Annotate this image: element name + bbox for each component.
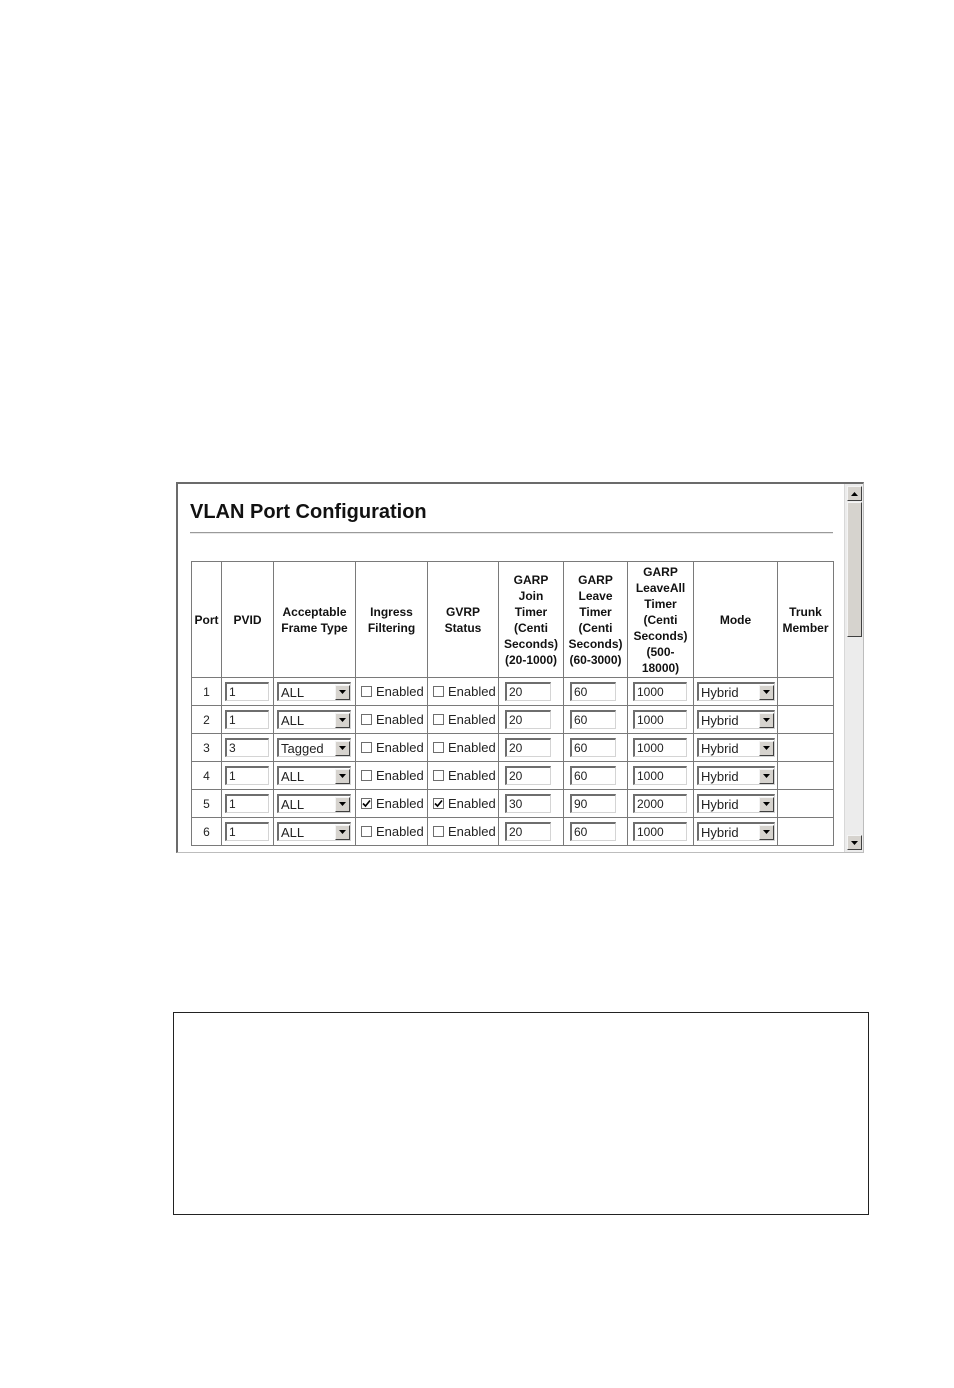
leaveall-timer-cell	[628, 734, 694, 762]
ingress-cell	[356, 818, 428, 846]
join-timer-cell	[499, 818, 564, 846]
table-header-row	[192, 562, 834, 678]
gvrp-status-checkbox[interactable]	[433, 740, 496, 755]
select-value: Hybrid	[701, 740, 739, 756]
ingress-cell	[356, 762, 428, 790]
header-line: Port	[194, 612, 219, 627]
header-line: Trunk	[789, 604, 822, 619]
checkbox-label: Enabled	[448, 739, 496, 755]
leaveall-timer-cell	[628, 706, 694, 734]
header-line: 18000)	[641, 660, 680, 675]
vertical-scrollbar[interactable]	[844, 484, 863, 852]
gvrp-status-checkbox[interactable]	[433, 684, 496, 699]
header-line: (20-1000)	[504, 652, 558, 667]
checkbox-label: Enabled	[376, 711, 424, 727]
header-line: Seconds)	[503, 636, 558, 651]
ingress-filtering-checkbox[interactable]	[361, 712, 424, 727]
select-value: Hybrid	[701, 796, 739, 812]
trunk-member-cell	[778, 790, 834, 818]
header-line: (500-	[646, 644, 675, 659]
port-cell	[192, 678, 222, 706]
header-line: Status	[444, 620, 482, 635]
frame-type-cell	[274, 790, 356, 818]
checkbox-label: Enabled	[448, 823, 496, 839]
gvrp-cell	[428, 706, 499, 734]
chevron-down-icon[interactable]	[335, 797, 350, 812]
gvrp-status-checkbox[interactable]	[433, 824, 496, 839]
checkbox-unchecked[interactable]	[361, 714, 372, 725]
gvrp-cell	[428, 818, 499, 846]
port-cell	[192, 706, 222, 734]
leaveall-timer-cell	[628, 678, 694, 706]
port-number: 6	[203, 824, 210, 839]
leaveall-timer-input[interactable]: 1000	[633, 682, 687, 701]
port-number: 1	[203, 684, 210, 699]
header-line: Leave	[578, 588, 613, 603]
checkbox-unchecked[interactable]	[361, 686, 372, 697]
header-line: GVRP	[445, 604, 480, 619]
table-row	[192, 818, 834, 846]
mode-cell	[694, 762, 778, 790]
checkbox-unchecked[interactable]	[433, 826, 444, 837]
checkbox-unchecked[interactable]	[433, 742, 444, 753]
leave-timer-cell	[564, 734, 628, 762]
checkbox-label: Enabled	[448, 767, 496, 783]
port-number: 3	[203, 740, 210, 755]
col-header-acceptable-frame-type	[274, 562, 356, 678]
header-line: (Centi	[578, 620, 613, 635]
ingress-filtering-checkbox[interactable]	[361, 796, 424, 811]
checkbox-label: Enabled	[448, 796, 496, 811]
ingress-filtering-checkbox[interactable]	[361, 768, 424, 783]
col-header-gvrp-status	[428, 562, 499, 678]
header-line: (60-3000)	[569, 652, 622, 667]
trunk-member-cell	[778, 734, 834, 762]
select-value: ALL	[281, 712, 305, 728]
trunk-member-cell	[778, 678, 834, 706]
header-line: Timer	[644, 596, 677, 611]
leave-timer-input[interactable]: 90	[570, 794, 616, 813]
select-value: ALL	[281, 684, 305, 700]
table-body	[192, 678, 834, 846]
col-header-port	[192, 562, 222, 678]
gvrp-cell	[428, 678, 499, 706]
pvid-input[interactable]: 3	[225, 738, 269, 757]
checkbox-label: Enabled	[376, 683, 424, 699]
trunk-member-cell	[778, 706, 834, 734]
select-value: Tagged	[281, 740, 324, 756]
pvid-cell	[222, 790, 274, 818]
select-value: Hybrid	[701, 824, 739, 840]
header-line: LeaveAll	[635, 580, 686, 595]
col-header-garp-leaveall-timer	[628, 562, 694, 678]
frame-type-select[interactable]	[277, 738, 351, 757]
chevron-down-icon[interactable]	[759, 825, 774, 840]
leaveall-timer-cell	[628, 818, 694, 846]
ingress-cell	[356, 734, 428, 762]
scroll-up-arrow-icon[interactable]	[847, 486, 862, 501]
checkbox-label: Enabled	[376, 796, 424, 811]
table-row	[192, 706, 834, 734]
header-line: Mode	[719, 612, 752, 627]
title-divider	[190, 532, 833, 534]
trunk-member-cell	[778, 762, 834, 790]
frame-type-cell	[274, 678, 356, 706]
port-number: 4	[203, 768, 210, 783]
chevron-down-icon[interactable]	[335, 713, 350, 728]
mode-cell	[694, 678, 778, 706]
port-cell	[192, 734, 222, 762]
header-line: GARP	[513, 572, 549, 587]
col-header-garp-leave-timer	[564, 562, 628, 678]
mode-select[interactable]	[697, 794, 775, 813]
header-line: Timer	[514, 604, 548, 619]
join-timer-input[interactable]: 30	[505, 794, 551, 813]
scroll-down-arrow-icon[interactable]	[847, 835, 862, 850]
leaveall-timer-cell	[628, 790, 694, 818]
leaveall-timer-input[interactable]: 2000	[633, 794, 687, 813]
port-number: 2	[203, 712, 210, 727]
gvrp-cell	[428, 790, 499, 818]
select-value: Hybrid	[701, 712, 739, 728]
chevron-down-icon[interactable]	[759, 741, 774, 756]
leaveall-timer-cell	[628, 762, 694, 790]
gvrp-status-checkbox[interactable]	[433, 796, 496, 811]
select-value: ALL	[281, 824, 305, 840]
header-line: (Centi	[643, 612, 678, 627]
check-icon	[362, 799, 371, 808]
chevron-down-icon[interactable]	[759, 713, 774, 728]
header-line: GARP	[643, 564, 678, 579]
frame-type-select[interactable]	[277, 822, 351, 841]
leave-timer-cell	[564, 706, 628, 734]
leave-timer-input[interactable]: 60	[570, 822, 616, 841]
select-value: Hybrid	[701, 768, 739, 784]
checkbox-label: Enabled	[376, 739, 424, 755]
frame-type-select[interactable]	[277, 794, 351, 813]
pvid-input[interactable]: 1	[225, 822, 269, 841]
pvid-input[interactable]: 1	[225, 682, 269, 701]
checkbox-label: Enabled	[376, 767, 424, 783]
join-timer-cell	[499, 706, 564, 734]
ingress-filtering-checkbox[interactable]	[361, 684, 424, 699]
header-line: GARP	[578, 572, 613, 587]
checkbox-unchecked[interactable]	[361, 826, 372, 837]
leaveall-timer-input[interactable]: 1000	[633, 710, 687, 729]
mode-select[interactable]	[697, 766, 775, 785]
leave-timer-input[interactable]: 60	[570, 682, 616, 701]
checkbox-unchecked[interactable]	[361, 742, 372, 753]
checkbox-unchecked[interactable]	[433, 770, 444, 781]
header-line: Ingress	[370, 604, 413, 619]
pvid-cell	[222, 818, 274, 846]
table-row	[192, 678, 834, 706]
frame-type-select[interactable]	[277, 710, 351, 729]
leave-timer-cell	[564, 762, 628, 790]
col-header-ingress-filtering	[356, 562, 428, 678]
leave-timer-cell	[564, 790, 628, 818]
chevron-down-icon[interactable]	[335, 769, 350, 784]
header-line: Filtering	[367, 620, 416, 635]
table-row	[192, 734, 834, 762]
checkbox-checked[interactable]	[361, 798, 372, 809]
col-header-mode	[694, 562, 778, 678]
join-timer-cell	[499, 762, 564, 790]
header-line: Seconds)	[568, 636, 623, 651]
checkbox-label: Enabled	[376, 823, 424, 839]
frame-type-cell	[274, 706, 356, 734]
scrollbar-thumb[interactable]	[847, 502, 862, 637]
select-value: ALL	[281, 796, 305, 812]
select-value: ALL	[281, 768, 305, 784]
pvid-cell	[222, 734, 274, 762]
mode-select[interactable]	[697, 710, 775, 729]
chevron-down-icon[interactable]	[335, 825, 350, 840]
port-cell	[192, 790, 222, 818]
port-number: 5	[203, 796, 210, 811]
gvrp-cell	[428, 762, 499, 790]
frame-type-cell	[274, 734, 356, 762]
leaveall-timer-input[interactable]: 1000	[633, 766, 687, 785]
frame-type-select[interactable]	[277, 682, 351, 701]
checkbox-unchecked[interactable]	[433, 714, 444, 725]
leave-timer-cell	[564, 818, 628, 846]
header-line: PVID	[233, 612, 262, 627]
checkbox-unchecked[interactable]	[433, 686, 444, 697]
chevron-down-icon[interactable]	[335, 741, 350, 756]
table-row	[192, 790, 834, 818]
trunk-member-cell	[778, 818, 834, 846]
join-timer-input[interactable]: 20	[505, 738, 551, 757]
mode-cell	[694, 706, 778, 734]
checkbox-checked[interactable]	[433, 798, 444, 809]
leave-timer-input[interactable]: 60	[570, 710, 616, 729]
frame-type-cell	[274, 818, 356, 846]
ingress-filtering-checkbox[interactable]	[361, 740, 424, 755]
leaveall-timer-input[interactable]: 1000	[633, 738, 687, 757]
col-header-pvid	[222, 562, 274, 678]
join-timer-cell	[499, 678, 564, 706]
vlan-port-table	[191, 561, 834, 846]
port-cell	[192, 762, 222, 790]
header-line: Member	[782, 620, 829, 635]
ingress-cell	[356, 678, 428, 706]
gvrp-cell	[428, 734, 499, 762]
join-timer-input[interactable]: 20	[505, 682, 551, 701]
leave-timer-cell	[564, 678, 628, 706]
leaveall-timer-input[interactable]: 1000	[633, 822, 687, 841]
chevron-down-icon[interactable]	[759, 769, 774, 784]
checkbox-label: Enabled	[448, 711, 496, 727]
join-timer-input[interactable]: 20	[505, 766, 551, 785]
mode-cell	[694, 818, 778, 846]
ingress-cell	[356, 706, 428, 734]
empty-note-box	[173, 1012, 869, 1215]
checkbox-label: Enabled	[448, 683, 496, 699]
ingress-filtering-checkbox[interactable]	[361, 824, 424, 839]
pvid-input[interactable]: 1	[225, 794, 269, 813]
select-value: Hybrid	[701, 684, 739, 700]
pvid-cell	[222, 678, 274, 706]
header-line: Timer	[579, 604, 612, 619]
mode-select[interactable]	[697, 738, 775, 757]
header-line: Acceptable	[282, 604, 347, 619]
join-timer-input[interactable]: 20	[505, 822, 551, 841]
pvid-input[interactable]: 1	[225, 710, 269, 729]
col-header-garp-join-timer	[499, 562, 564, 678]
join-timer-cell	[499, 734, 564, 762]
join-timer-input[interactable]: 20	[505, 710, 551, 729]
window-content	[178, 484, 842, 852]
checkbox-unchecked[interactable]	[361, 770, 372, 781]
page-title: VLAN Port Configuration	[190, 501, 427, 523]
pvid-cell	[222, 762, 274, 790]
leave-timer-input[interactable]: 60	[570, 766, 616, 785]
vlan-port-configuration-window	[176, 482, 864, 853]
chevron-down-icon[interactable]	[759, 685, 774, 700]
chevron-down-icon[interactable]	[335, 685, 350, 700]
header-line: Seconds)	[633, 628, 688, 643]
col-header-trunk-member	[778, 562, 834, 678]
port-cell	[192, 818, 222, 846]
gvrp-status-checkbox[interactable]	[433, 712, 496, 727]
pvid-cell	[222, 706, 274, 734]
mode-cell	[694, 734, 778, 762]
mode-select[interactable]	[697, 682, 775, 701]
leave-timer-input[interactable]: 60	[570, 738, 616, 757]
header-line: Frame Type	[281, 620, 348, 635]
join-timer-cell	[499, 790, 564, 818]
table-row	[192, 762, 834, 790]
ingress-cell	[356, 790, 428, 818]
frame-type-select[interactable]	[277, 766, 351, 785]
check-icon	[434, 799, 443, 808]
pvid-input[interactable]: 1	[225, 766, 269, 785]
mode-select[interactable]	[697, 822, 775, 841]
frame-type-cell	[274, 762, 356, 790]
header-line: Join	[518, 588, 544, 603]
header-line: (Centi	[514, 620, 548, 635]
mode-cell	[694, 790, 778, 818]
gvrp-status-checkbox[interactable]	[433, 768, 496, 783]
chevron-down-icon[interactable]	[759, 797, 774, 812]
